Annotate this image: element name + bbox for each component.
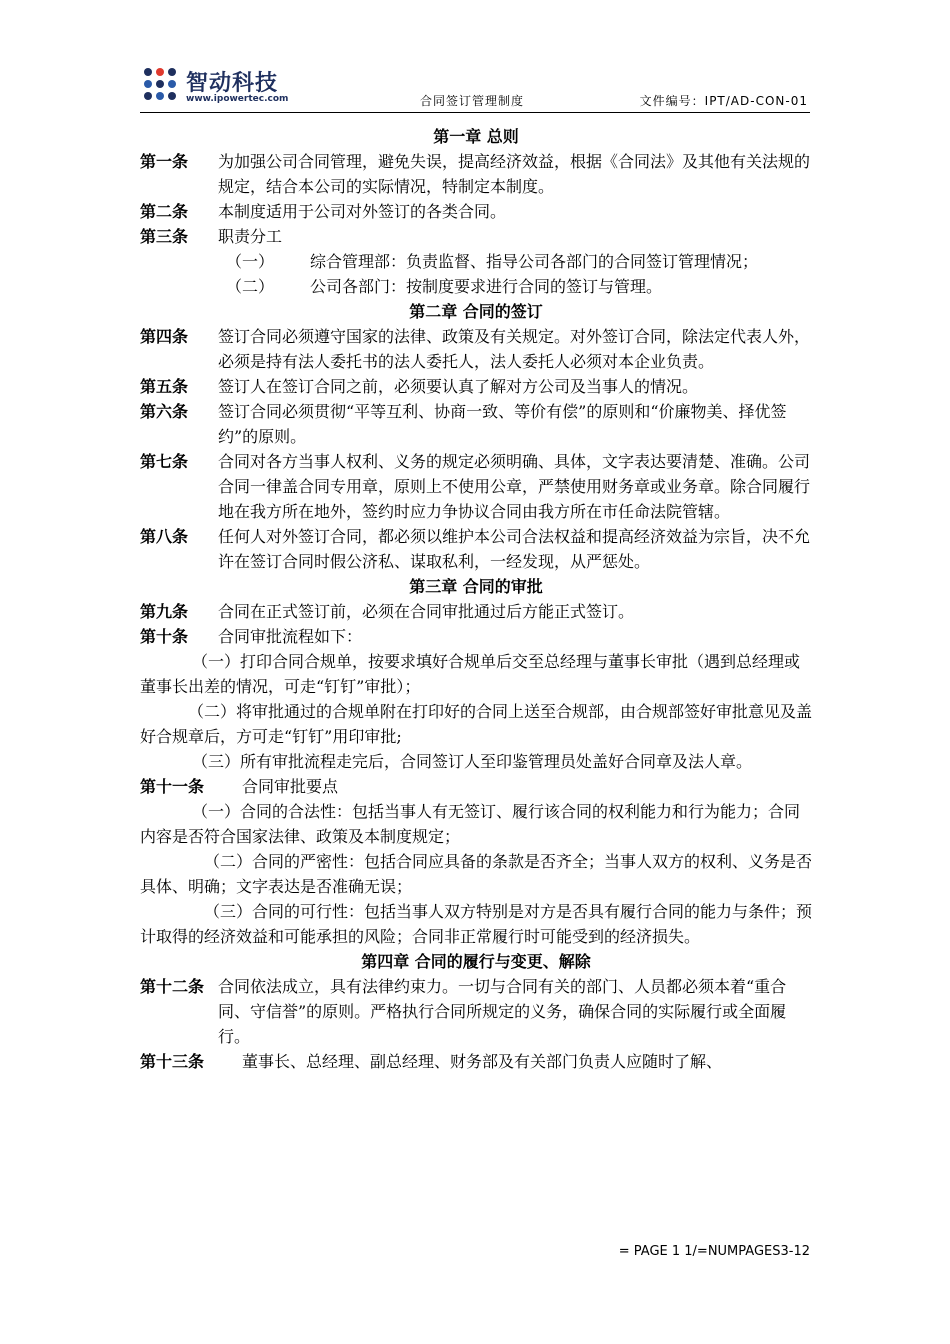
article-label: 第九条	[140, 602, 189, 621]
item-number: （一）	[226, 252, 275, 271]
document-number: 文件编号：IPT/AD-CON-01	[639, 94, 808, 108]
item-text: 公司各部门：按制度要求进行合同的签订与管理。	[310, 277, 663, 296]
article-text: 董事长、总经理、副总经理、财务部及有关部门负责人应随时了解、	[242, 1052, 723, 1071]
article-text: 任何人对外签订合同，都必须以维护本公司合法权益和提高经济效益为宗旨，决不允许在签订合同时假公济私、谋取私利，一经发现，从严惩处。	[218, 527, 811, 571]
document-title: 合同签订管理制度	[420, 94, 525, 108]
article-label: 第四条	[140, 327, 189, 346]
article-6	[140, 399, 812, 449]
article-label: 第十一条	[140, 777, 205, 796]
article-label: 第一条	[140, 152, 189, 171]
article-label: 第三条	[140, 227, 189, 246]
item-number: （二）	[226, 277, 275, 296]
article-10-paragraph-1: （一）打印合同合规单，按要求填好合规单后交至总经理与董事长审批（遇到总经理或董事长出差的情况，可走“钉钉”审批）；	[140, 652, 801, 696]
article-10-paragraph-2: （二）将审批通过的合规单附在打印好的合同上送至合规部，由合规部签好审批意见及盖好合规章后，方可走“钉钉”用印审批;	[140, 702, 813, 746]
chapter-2-title: 第二章 合同的签订	[409, 302, 543, 321]
article-label: 第七条	[140, 452, 189, 471]
article-text: 合同依法成立，具有法律约束力。一切与合同有关的部门、人员都必须本着“重合同、守信誉”的原则。严格执行合同所规定的义务，确保合同的实际履行或全面履行。	[218, 977, 787, 1046]
chapter-4-title: 第四章 合同的履行与变更、解除	[361, 952, 591, 971]
article-8	[140, 524, 812, 574]
logo-url: www.ipowertec.com	[186, 94, 289, 104]
page-number-field: = PAGE 1 1/=NUMPAGES3-12	[618, 1244, 810, 1259]
article-10	[140, 624, 812, 649]
article-1	[140, 149, 812, 199]
article-text: 签订合同必须遵守国家的法律、政策及有关规定。对外签订合同，除法定代表人外，必须是持有法人委托书的法人委托人，法人委托人必须对本企业负责。	[218, 327, 811, 371]
article-2	[140, 199, 812, 224]
article-label: 第八条	[140, 527, 189, 546]
article-text: 本制度适用于公司对外签订的各类合同。	[218, 202, 507, 221]
article-10-paragraph-3: （三）所有审批流程走完后，合同签订人至印鉴管理员处盖好合同章及法人章。	[192, 752, 753, 771]
article-11-paragraph-3: （三）合同的可行性：包括当事人双方特别是对方是否具有履行合同的能力与条件；预计取得的经济效益和可能承担的风险；合同非正常履行时可能受到的经济损失。	[140, 902, 813, 946]
article-11-paragraph-2: （二）合同的严密性：包括合同应具备的条款是否齐全；当事人双方的权利、义务是否具体、明确；文字表达是否准确无误；	[140, 852, 813, 896]
article-9	[140, 599, 812, 624]
article-7	[140, 449, 812, 524]
article-3-item-2	[140, 274, 812, 299]
article-12	[140, 974, 812, 1049]
article-3	[140, 224, 812, 249]
article-text: 合同审批流程如下：	[218, 627, 363, 646]
page-header	[140, 62, 810, 113]
article-text: 合同对各方当事人权利、义务的规定必须明确、具体，文字表达要清楚、准确。公司合同一律盖合同专用章，原则上不使用公章，严禁使用财务章或业务章。除合同履行地在我方所在地外，签约时应力争协议合同由我方所在市任命法院管辖。	[218, 452, 811, 521]
chapter-1-title: 第一章 总则	[433, 127, 519, 146]
article-text: 合同在正式签订前，必须在合同审批通过后方能正式签订。	[218, 602, 635, 621]
article-11	[140, 774, 812, 799]
article-11-paragraph-1: （一）合同的合法性：包括当事人有无签订、履行该合同的权利能力和行为能力；合同内容是否符合国家法律、政策及本制度规定；	[140, 802, 801, 846]
logo-company-name: 智动科技	[186, 71, 279, 96]
article-3-item-1	[140, 249, 812, 274]
company-logo	[144, 64, 294, 108]
article-text: 为加强公司合同管理，避免失误，提高经济效益，根据《合同法》及其他有关法规的规定，结合本公司的实际情况，特制定本制度。	[218, 152, 811, 196]
article-text: 签订人在签订合同之前，必须要认真了解对方公司及当事人的情况。	[218, 377, 699, 396]
article-text: 合同审批要点	[242, 777, 339, 796]
chapter-3-title: 第三章 合同的审批	[409, 577, 543, 596]
article-text: 职责分工	[218, 227, 283, 246]
document-body	[140, 124, 812, 1074]
article-13	[140, 1049, 812, 1074]
item-text: 综合管理部：负责监督、指导公司各部门的合同签订管理情况；	[310, 252, 759, 271]
article-label: 第二条	[140, 202, 189, 221]
article-label: 第十二条	[140, 977, 205, 996]
logo-dots-icon	[144, 68, 180, 104]
article-5	[140, 374, 812, 399]
article-label: 第十条	[140, 627, 189, 646]
article-text: 签订合同必须贯彻“平等互利、协商一致、等价有偿”的原则和“价廉物美、择优签约”的原则。	[218, 402, 787, 446]
article-4	[140, 324, 812, 374]
article-label: 第十三条	[140, 1052, 205, 1071]
article-label: 第五条	[140, 377, 189, 396]
article-label: 第六条	[140, 402, 189, 421]
